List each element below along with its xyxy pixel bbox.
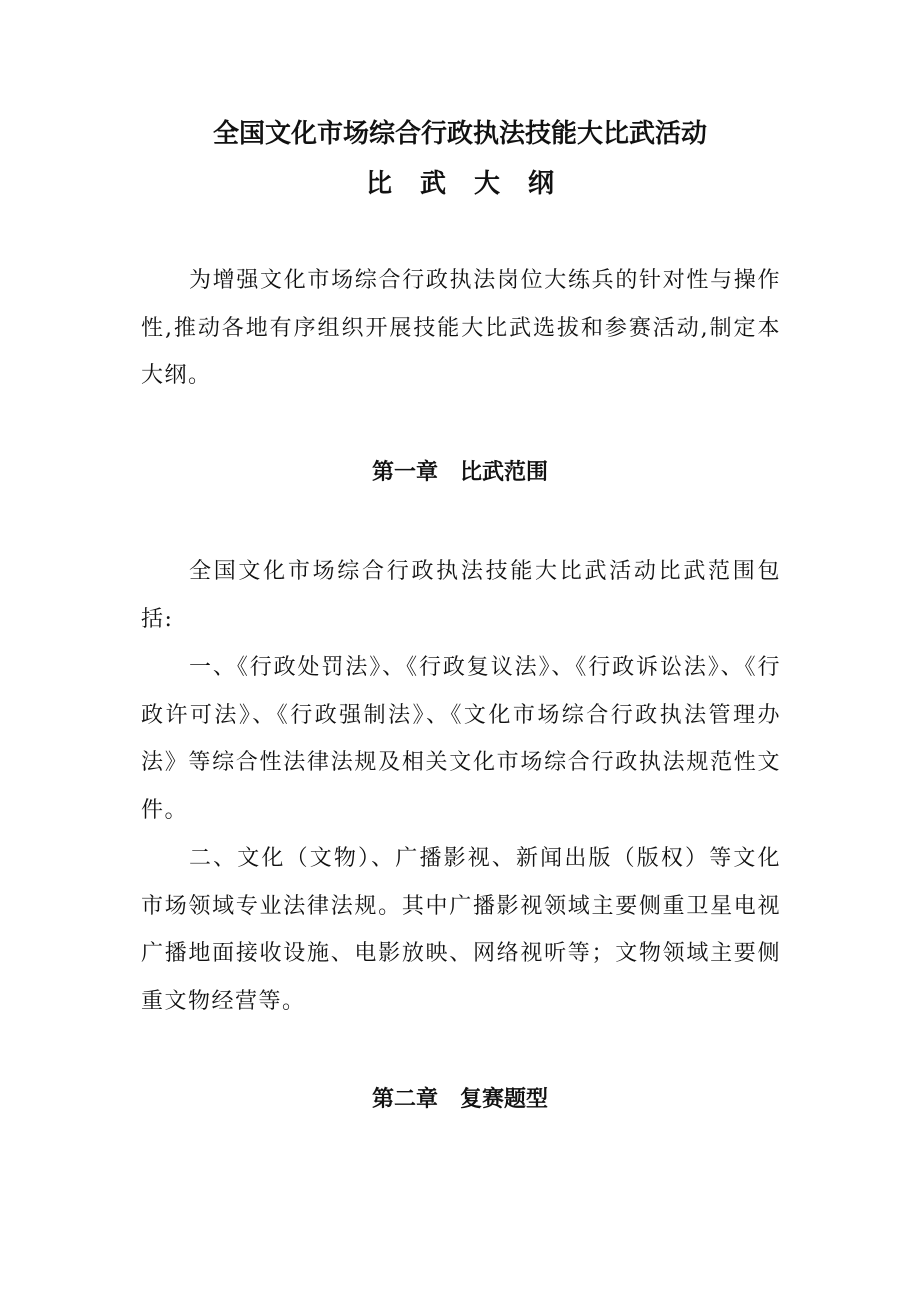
document-subtitle: 比武大纲 [365,169,582,199]
chapter-1-paragraph-item-1: 一、《行政处罚法》、《行政复议法》、《行政诉讼法》、《行政许可法》、《行政强制法》、《文化市场综合行政执法管理办法》等综合性法律法规及相关文化市场综合行政执法规范性文件。 [141,655,781,823]
chapter-2-heading: 第二章 复赛题型 [371,1087,548,1112]
chapter-1-paragraph-item-2: 二、文化（文物）、广播影视、新闻出版（版权）等文化市场领域专业法律法规。其中广播影视领域主要侧重卫星电视广播地面接收设施、电影放映、网络视听等；文物领域主要侧重文物经营等。 [141,846,781,1014]
intro-paragraph: 为增强文化市场综合行政执法岗位大练兵的针对性与操作性,推动各地有序组织开展技能大比武选拔和参赛活动,制定本大纲。 [141,268,781,388]
document-title: 全国文化市场综合行政执法技能大比武活动 [212,119,707,149]
chapter-1-heading: 第一章 比武范围 [371,460,548,485]
chapter-1-paragraph-scope: 全国文化市场综合行政执法技能大比武活动比武范围包括: [141,559,781,632]
